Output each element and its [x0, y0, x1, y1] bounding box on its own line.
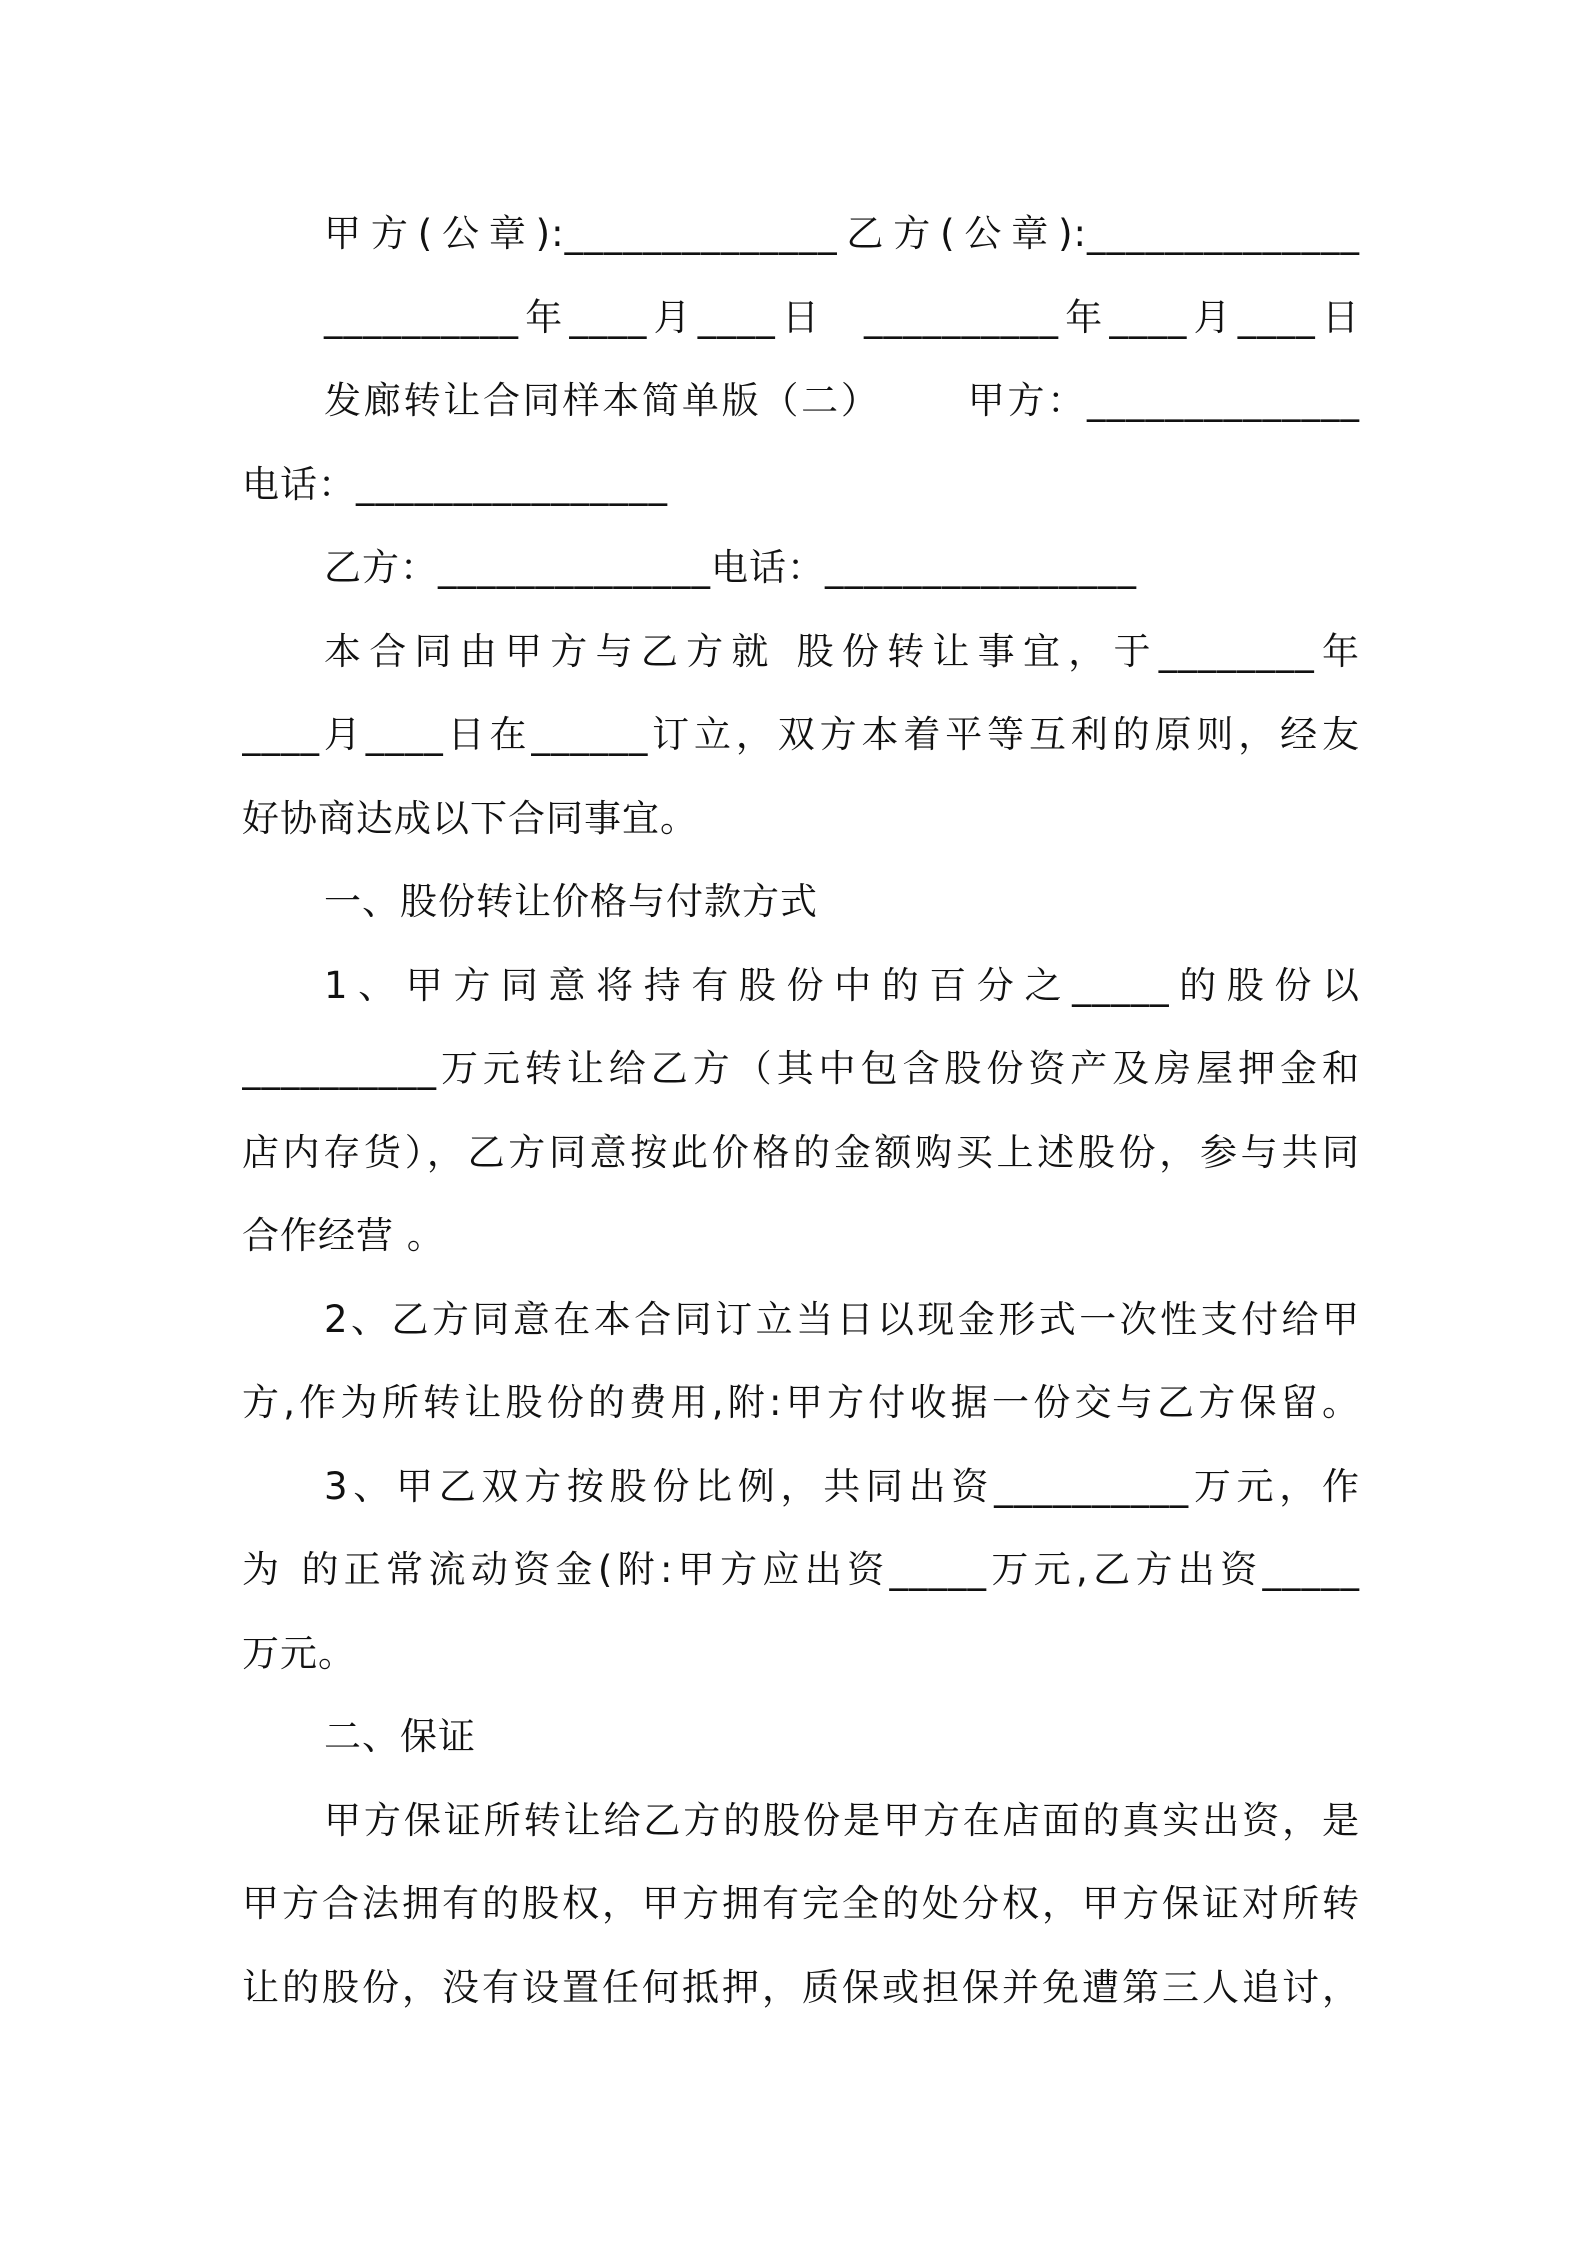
clause-1-line: __________万元转让给乙方（其中包含股份资产及房屋押金和: [242, 1047, 1360, 1090]
clause-1-line: 合作经营 。: [242, 1214, 445, 1257]
clause-2-line: 2、乙方同意在本合同订立当日以现金形式一次性支付给甲: [324, 1297, 1360, 1341]
document-body: [242, 192, 1360, 2029]
contract-title-line: 发廊转让合同样本简单版（二） 甲方：______________: [324, 379, 1360, 422]
intro-paragraph-line: 本合同由甲方与乙方就 股份转让事宜，于________年: [324, 629, 1360, 673]
clause-3-line: 3、甲乙双方按股份比例，共同出资__________万元，作: [324, 1464, 1360, 1508]
guarantee-paragraph-line: 让的股份，没有设置任何抵押，质保或担保并免遭第三人追讨，: [242, 1965, 1360, 2009]
guarantee-paragraph-line: 甲方合法拥有的股权，甲方拥有完全的处分权，甲方保证对所转: [242, 1882, 1360, 1925]
intro-paragraph-line: ____月____日在______订立，双方本着平等互利的原则，经友: [242, 713, 1360, 756]
party-a-phone-line: 电话：________________: [242, 462, 668, 506]
clause-3-line: 万元。: [242, 1631, 356, 1675]
clause-3-line: 为 的正常流动资金(附:甲方应出资_____万元,乙方出资_____: [242, 1548, 1360, 1591]
guarantee-paragraph-line: 甲方保证所转让给乙方的股份是甲方在店面的真实出资，是: [324, 1798, 1360, 1842]
clause-2-line: 方,作为所转让股份的费用,附:甲方付收据一份交与乙方保留。: [242, 1381, 1360, 1424]
section-heading-price: 一、股份转让价格与付款方式: [324, 880, 818, 923]
signature-date-line: __________年____月____日 __________年____月____日: [324, 295, 1360, 339]
intro-paragraph-line: 好协商达成以下合同事宜。: [242, 796, 698, 840]
signature-parties-line: 甲方(公章):______________乙方(公章):______________: [324, 212, 1360, 255]
clause-1-line: 1、甲方同意将持有股份中的百分之_____的股份以: [324, 963, 1360, 1007]
party-b-line: 乙方：______________电话：________________: [324, 546, 1137, 589]
clause-1-line: 店内存货），乙方同意按此价格的金额购买上述股份，参与共同: [242, 1130, 1360, 1174]
section-heading-guarantee: 二、保证: [324, 1715, 476, 1758]
